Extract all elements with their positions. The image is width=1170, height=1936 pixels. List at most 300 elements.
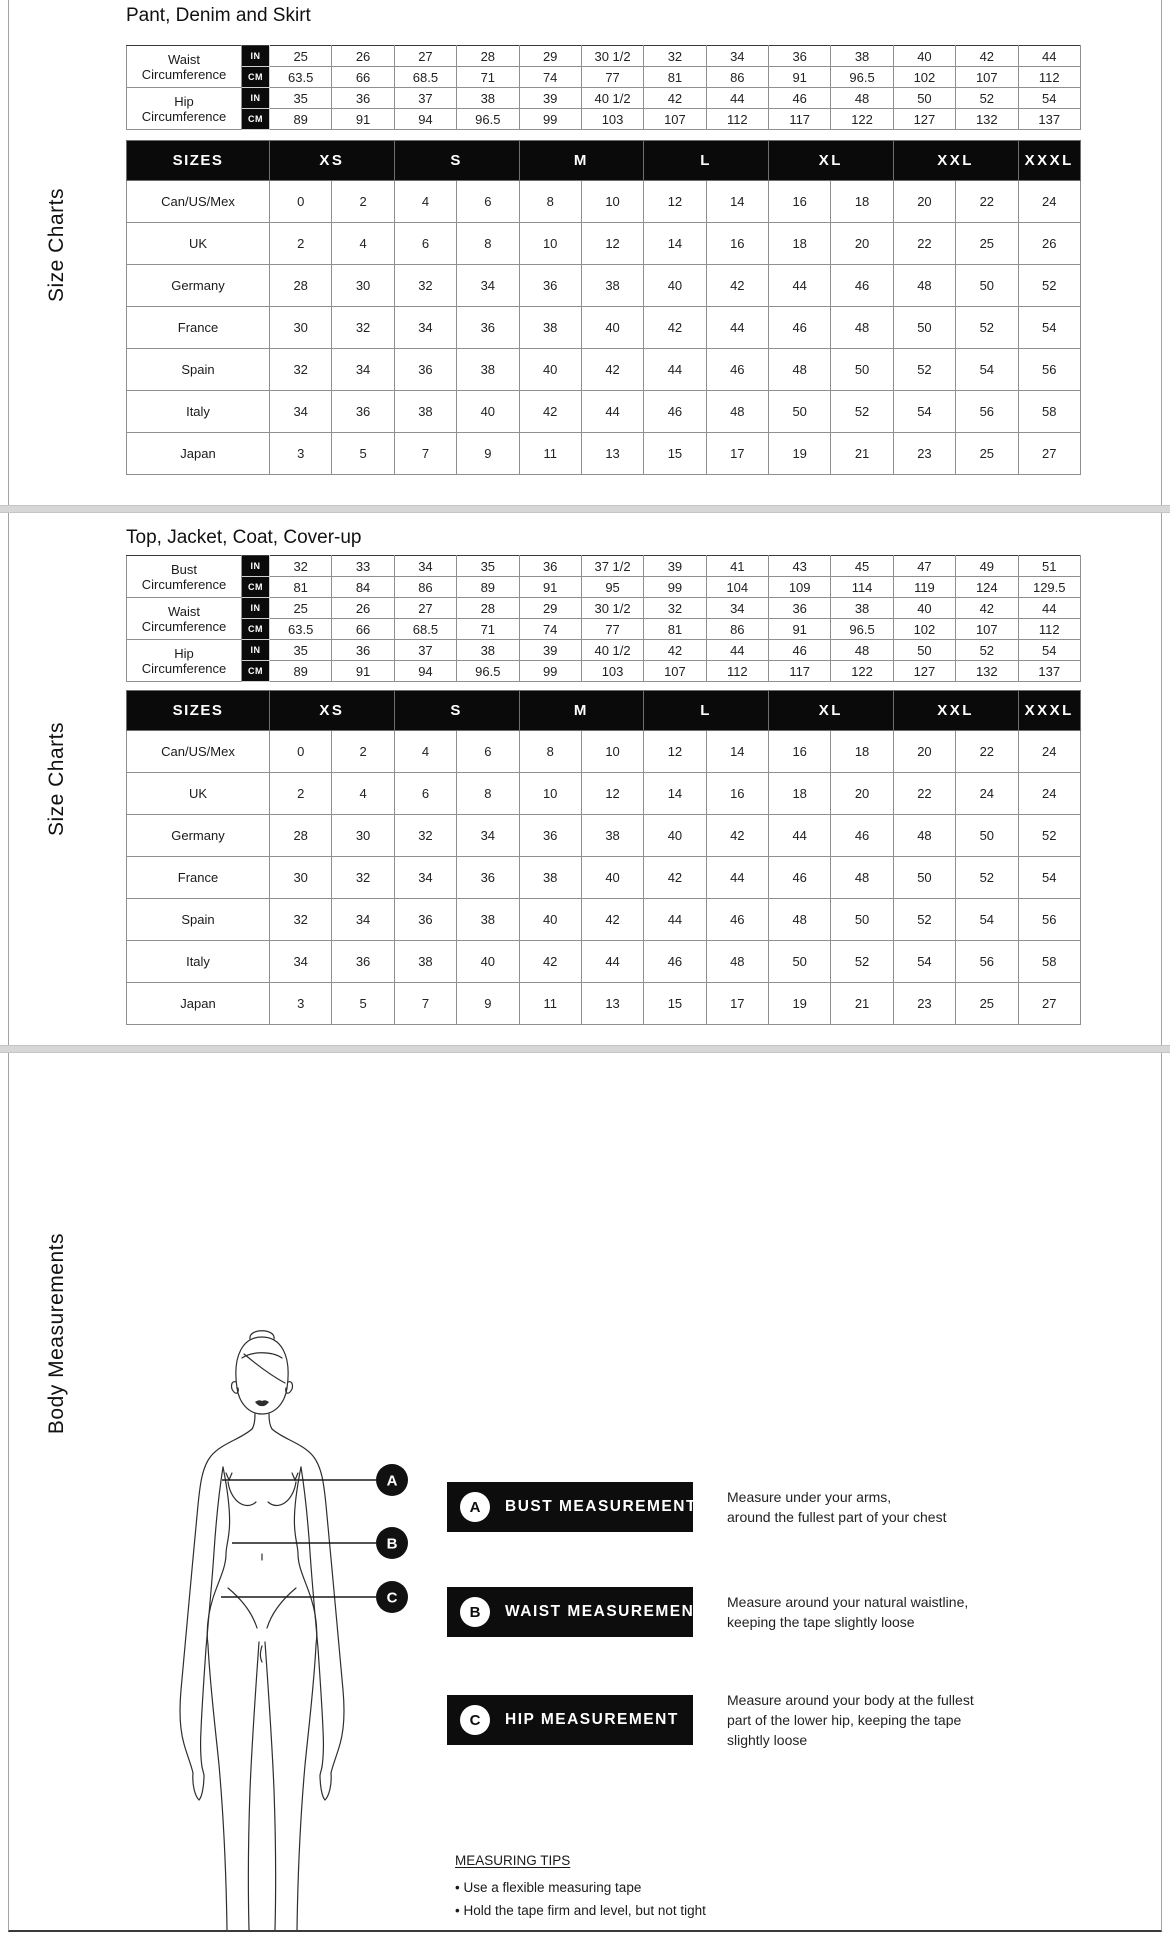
size-value-cell: 44 — [581, 941, 643, 983]
pant-sizes-table — [126, 140, 1081, 475]
size-value-cell: 52 — [893, 349, 955, 391]
measurement-value-cell: 96.5 — [831, 619, 893, 640]
size-value-cell: 6 — [394, 773, 456, 815]
size-value-cell: 2 — [270, 223, 332, 265]
size-value-cell: 42 — [519, 391, 581, 433]
size-value-cell: 8 — [519, 731, 581, 773]
size-value-cell: 28 — [270, 265, 332, 307]
measuring-tips — [455, 1853, 706, 1922]
side-label-body-measurements: Body Measurements — [45, 1233, 68, 1435]
size-value-cell: 16 — [769, 181, 831, 223]
size-value-cell: 52 — [1018, 265, 1081, 307]
size-value-cell: 5 — [332, 983, 394, 1025]
size-value-cell: 36 — [332, 391, 394, 433]
size-value-cell: 46 — [706, 349, 768, 391]
measurement-value-cell: 89 — [457, 577, 519, 598]
size-value-cell: 23 — [893, 433, 955, 475]
size-value-cell: 9 — [457, 983, 519, 1025]
measurement-value-cell: 32 — [270, 556, 332, 577]
unit-badge-cm: CM — [242, 619, 270, 640]
measurement-value-cell: 112 — [706, 661, 768, 682]
measurement-value-cell: 34 — [706, 46, 768, 67]
size-value-cell: 38 — [394, 391, 456, 433]
region-label: Spain — [127, 349, 270, 391]
size-value-cell: 54 — [956, 899, 1018, 941]
size-value-cell: 4 — [394, 181, 456, 223]
measurement-value-cell: 137 — [1018, 661, 1081, 682]
measurement-value-cell: 34 — [394, 556, 456, 577]
size-value-cell: 52 — [831, 941, 893, 983]
size-value-cell: 11 — [519, 983, 581, 1025]
size-value-cell: 54 — [893, 941, 955, 983]
measurement-row-label — [127, 46, 242, 88]
size-value-cell: 26 — [1018, 223, 1081, 265]
top-measurement-table — [126, 555, 1081, 682]
hip-measurement-bar — [447, 1695, 693, 1745]
size-group-header: XL — [769, 141, 894, 181]
size-value-cell: 30 — [332, 815, 394, 857]
measurement-value-cell: 89 — [270, 109, 332, 130]
measurement-value-cell: 112 — [1018, 619, 1081, 640]
measurement-value-cell: 36 — [519, 556, 581, 577]
size-value-cell: 4 — [332, 223, 394, 265]
size-value-cell: 58 — [1018, 941, 1081, 983]
region-label: UK — [127, 773, 270, 815]
measurement-row — [127, 88, 1081, 109]
size-value-cell: 14 — [644, 773, 706, 815]
size-value-cell: 34 — [394, 857, 456, 899]
measurement-value-cell: 91 — [332, 109, 394, 130]
measurement-value-cell: 39 — [519, 88, 581, 109]
size-value-cell: 48 — [893, 265, 955, 307]
size-value-cell: 16 — [769, 731, 831, 773]
sizes-row — [127, 349, 1081, 391]
measurement-value-cell: 112 — [706, 109, 768, 130]
sizes-header-row — [127, 691, 1081, 731]
measurement-label-line: Hip — [174, 645, 194, 661]
measurement-value-cell: 63.5 — [270, 619, 332, 640]
size-value-cell: 25 — [956, 983, 1018, 1025]
size-value-cell: 50 — [956, 265, 1018, 307]
size-value-cell: 36 — [332, 941, 394, 983]
size-value-cell: 50 — [831, 899, 893, 941]
measurement-value-cell: 35 — [457, 556, 519, 577]
description-line: around the fullest part of your chest — [727, 1509, 947, 1525]
size-value-cell: 34 — [270, 391, 332, 433]
size-value-cell: 32 — [332, 307, 394, 349]
measurement-value-cell: 103 — [581, 109, 643, 130]
measurement-label-line: Waist — [167, 51, 201, 67]
size-value-cell: 40 — [581, 857, 643, 899]
bust-measurement-row — [447, 1482, 946, 1532]
size-value-cell: 24 — [956, 773, 1018, 815]
tip-item — [455, 1876, 706, 1899]
measurement-value-cell: 71 — [457, 619, 519, 640]
measurement-guide-lines — [221, 1480, 376, 1597]
sizes-row — [127, 181, 1081, 223]
size-value-cell: 6 — [394, 223, 456, 265]
description-line: Measure around your body at the fullest — [727, 1692, 974, 1708]
size-value-cell: 46 — [644, 391, 706, 433]
side-label-size-charts: Size Charts — [45, 722, 68, 837]
size-value-cell: 18 — [831, 181, 893, 223]
sizes-row — [127, 433, 1081, 475]
measurement-value-cell: 32 — [644, 46, 706, 67]
waist-measurement-bar — [447, 1587, 706, 1637]
size-value-cell: 50 — [831, 349, 893, 391]
region-label: Germany — [127, 265, 270, 307]
size-value-cell: 46 — [769, 857, 831, 899]
size-value-cell: 54 — [893, 391, 955, 433]
unit-badge-cm: CM — [242, 109, 270, 130]
region-label: Japan — [127, 433, 270, 475]
size-value-cell: 50 — [893, 307, 955, 349]
description-line: Measure under your arms, — [727, 1489, 892, 1505]
measurement-value-cell: 99 — [519, 661, 581, 682]
unit-badge-in: IN — [242, 556, 270, 577]
size-value-cell: 0 — [270, 731, 332, 773]
region-label: France — [127, 307, 270, 349]
size-value-cell: 38 — [581, 815, 643, 857]
measurement-value-cell: 40 — [893, 46, 955, 67]
measurement-value-cell: 26 — [332, 598, 394, 619]
side-label-size-charts: Size Charts — [45, 188, 68, 303]
size-value-cell: 32 — [394, 265, 456, 307]
size-value-cell: 2 — [332, 181, 394, 223]
size-value-cell: 14 — [706, 731, 768, 773]
measurement-value-cell: 38 — [831, 598, 893, 619]
size-value-cell: 36 — [457, 307, 519, 349]
region-label: Germany — [127, 815, 270, 857]
size-value-cell: 12 — [581, 223, 643, 265]
measurement-value-cell: 28 — [457, 598, 519, 619]
measurement-value-cell: 32 — [644, 598, 706, 619]
region-label: Italy — [127, 941, 270, 983]
sizes-row — [127, 941, 1081, 983]
size-value-cell: 30 — [270, 307, 332, 349]
measurement-value-cell: 44 — [1018, 46, 1081, 67]
section-top-jacket-coat — [8, 513, 1162, 1045]
size-value-cell: 58 — [1018, 391, 1081, 433]
measurement-value-cell: 38 — [457, 88, 519, 109]
size-value-cell: 38 — [457, 349, 519, 391]
measurement-value-cell: 42 — [956, 46, 1018, 67]
measurement-value-cell: 29 — [519, 46, 581, 67]
measurement-value-cell: 49 — [956, 556, 1018, 577]
size-value-cell: 0 — [270, 181, 332, 223]
measurement-value-cell: 37 — [394, 88, 456, 109]
measurement-value-cell: 38 — [457, 640, 519, 661]
size-group-header: M — [519, 141, 644, 181]
size-value-cell: 20 — [831, 773, 893, 815]
measurement-value-cell: 74 — [519, 67, 581, 88]
hip-measurement-description — [727, 1690, 974, 1750]
size-value-cell: 36 — [394, 899, 456, 941]
sizes-row — [127, 983, 1081, 1025]
size-value-cell: 34 — [332, 349, 394, 391]
size-value-cell: 17 — [706, 433, 768, 475]
region-label: UK — [127, 223, 270, 265]
size-value-cell: 7 — [394, 433, 456, 475]
size-value-cell: 44 — [769, 265, 831, 307]
sizes-row — [127, 899, 1081, 941]
size-value-cell: 12 — [644, 181, 706, 223]
size-value-cell: 38 — [581, 265, 643, 307]
sizes-header-row — [127, 141, 1081, 181]
size-value-cell: 19 — [769, 433, 831, 475]
sizes-row — [127, 265, 1081, 307]
size-value-cell: 54 — [1018, 307, 1081, 349]
size-value-cell: 2 — [270, 773, 332, 815]
measurement-value-cell: 122 — [831, 661, 893, 682]
measurement-label-line: Circumference — [141, 108, 227, 124]
unit-badge-in: IN — [242, 88, 270, 109]
measurement-value-cell: 94 — [394, 661, 456, 682]
size-group-header: XXL — [893, 691, 1018, 731]
measurement-value-cell: 107 — [644, 109, 706, 130]
size-value-cell: 44 — [644, 899, 706, 941]
measurement-value-cell: 96.5 — [831, 67, 893, 88]
measurement-value-cell: 117 — [769, 109, 831, 130]
size-value-cell: 34 — [270, 941, 332, 983]
measurement-value-cell: 26 — [332, 46, 394, 67]
measurement-value-cell: 25 — [270, 598, 332, 619]
size-value-cell: 4 — [332, 773, 394, 815]
measurement-value-cell: 77 — [581, 67, 643, 88]
measurement-value-cell: 44 — [706, 640, 768, 661]
measurement-value-cell: 84 — [332, 577, 394, 598]
size-value-cell: 42 — [581, 349, 643, 391]
measurement-value-cell: 39 — [519, 640, 581, 661]
size-value-cell: 20 — [893, 731, 955, 773]
measurement-value-cell: 102 — [893, 619, 955, 640]
measurement-value-cell: 43 — [769, 556, 831, 577]
measurement-label-line: Circumference — [141, 660, 227, 676]
measurement-row — [127, 46, 1081, 67]
size-value-cell: 15 — [644, 983, 706, 1025]
measurement-value-cell: 91 — [769, 619, 831, 640]
size-group-header: XL — [769, 691, 894, 731]
measurement-value-cell: 35 — [270, 640, 332, 661]
size-value-cell: 40 — [644, 265, 706, 307]
size-value-cell: 36 — [519, 265, 581, 307]
size-group-header: M — [519, 691, 644, 731]
size-value-cell: 48 — [706, 391, 768, 433]
measurement-value-cell: 30 1/2 — [581, 46, 643, 67]
measurement-row — [127, 67, 1081, 88]
size-value-cell: 38 — [457, 899, 519, 941]
measurement-value-cell: 33 — [332, 556, 394, 577]
size-value-cell: 24 — [1018, 181, 1081, 223]
figure-outline — [180, 1331, 344, 1930]
measurement-value-cell: 91 — [519, 577, 581, 598]
unit-badge-cm: CM — [242, 67, 270, 88]
tip-text: Hold the tape firm and level, but not tight — [463, 1903, 706, 1918]
size-group-header: XXL — [893, 141, 1018, 181]
bust-measurement-description — [727, 1487, 946, 1527]
measurement-value-cell: 77 — [581, 619, 643, 640]
size-value-cell: 16 — [706, 223, 768, 265]
sizes-row — [127, 223, 1081, 265]
measurement-value-cell: 46 — [769, 640, 831, 661]
description-line: Measure around your natural waistline, — [727, 1594, 969, 1610]
size-value-cell: 56 — [1018, 349, 1081, 391]
measurement-value-cell: 91 — [332, 661, 394, 682]
measurement-value-cell: 129.5 — [1018, 577, 1081, 598]
sizes-corner-cell: SIZES — [127, 691, 270, 731]
measurement-value-cell: 127 — [893, 661, 955, 682]
measurement-value-cell: 99 — [644, 577, 706, 598]
size-value-cell: 44 — [644, 349, 706, 391]
size-value-cell: 42 — [644, 857, 706, 899]
size-value-cell: 24 — [1018, 773, 1081, 815]
bust-measurement-title: BUST MEASUREMENT — [505, 1498, 697, 1515]
size-value-cell: 48 — [706, 941, 768, 983]
size-value-cell: 20 — [831, 223, 893, 265]
size-group-header: S — [394, 141, 519, 181]
description-line: part of the lower hip, keeping the tape — [727, 1712, 962, 1728]
measurement-row — [127, 661, 1081, 682]
region-label: Can/US/Mex — [127, 731, 270, 773]
size-value-cell: 8 — [519, 181, 581, 223]
size-value-cell: 14 — [644, 223, 706, 265]
size-value-cell: 12 — [581, 773, 643, 815]
measurement-value-cell: 99 — [519, 109, 581, 130]
hip-measurement-row — [447, 1690, 974, 1750]
size-value-cell: 48 — [831, 857, 893, 899]
measurement-row-label — [127, 640, 242, 682]
measurement-row-label — [127, 88, 242, 130]
measurement-value-cell: 54 — [1018, 88, 1081, 109]
body-figure-illustration — [144, 1330, 424, 1930]
measurement-value-cell: 27 — [394, 598, 456, 619]
sizes-row — [127, 773, 1081, 815]
sizes-corner-cell: SIZES — [127, 141, 270, 181]
size-value-cell: 40 — [519, 899, 581, 941]
size-value-cell: 52 — [1018, 815, 1081, 857]
size-value-cell: 40 — [457, 391, 519, 433]
size-value-cell: 22 — [956, 181, 1018, 223]
measurement-label-line: Circumference — [141, 618, 227, 634]
size-value-cell: 24 — [1018, 731, 1081, 773]
measurement-value-cell: 86 — [706, 619, 768, 640]
measurement-value-cell: 36 — [332, 88, 394, 109]
size-value-cell: 36 — [457, 857, 519, 899]
measurement-value-cell: 107 — [644, 661, 706, 682]
size-value-cell: 8 — [457, 223, 519, 265]
bust-measurement-bar — [447, 1482, 697, 1532]
measurement-value-cell: 86 — [706, 67, 768, 88]
size-value-cell: 34 — [394, 307, 456, 349]
top-section-title: Top, Jacket, Coat, Cover-up — [126, 527, 362, 548]
section-pant-denim-skirt — [8, 0, 1162, 505]
size-value-cell: 38 — [394, 941, 456, 983]
measurement-value-cell: 91 — [769, 67, 831, 88]
measurement-value-cell: 25 — [270, 46, 332, 67]
size-value-cell: 44 — [769, 815, 831, 857]
size-value-cell: 54 — [956, 349, 1018, 391]
pant-measurement-table — [126, 45, 1081, 130]
size-value-cell: 11 — [519, 433, 581, 475]
size-value-cell: 10 — [519, 223, 581, 265]
region-label: France — [127, 857, 270, 899]
unit-badge-in: IN — [242, 46, 270, 67]
size-group-header: XS — [270, 691, 395, 731]
measurement-value-cell: 66 — [332, 619, 394, 640]
measurement-value-cell: 71 — [457, 67, 519, 88]
size-value-cell: 3 — [270, 983, 332, 1025]
sizes-row — [127, 731, 1081, 773]
measurement-value-cell: 38 — [831, 46, 893, 67]
size-value-cell: 27 — [1018, 983, 1081, 1025]
size-value-cell: 10 — [519, 773, 581, 815]
sizes-row — [127, 857, 1081, 899]
size-value-cell: 13 — [581, 983, 643, 1025]
measurement-row-label — [127, 556, 242, 598]
measurement-value-cell: 63.5 — [270, 67, 332, 88]
size-value-cell: 40 — [644, 815, 706, 857]
sizes-row — [127, 307, 1081, 349]
measurement-row — [127, 556, 1081, 577]
size-value-cell: 34 — [457, 815, 519, 857]
size-value-cell: 50 — [769, 941, 831, 983]
measurement-value-cell: 27 — [394, 46, 456, 67]
size-value-cell: 6 — [457, 181, 519, 223]
measurement-value-cell: 45 — [831, 556, 893, 577]
size-value-cell: 40 — [457, 941, 519, 983]
measurement-value-cell: 40 1/2 — [581, 640, 643, 661]
size-value-cell: 8 — [457, 773, 519, 815]
size-value-cell: 32 — [332, 857, 394, 899]
measurement-label-line: Hip — [174, 93, 194, 109]
size-value-cell: 56 — [1018, 899, 1081, 941]
size-value-cell: 40 — [519, 349, 581, 391]
unit-badge-in: IN — [242, 598, 270, 619]
size-value-cell: 46 — [644, 941, 706, 983]
sizes-row — [127, 815, 1081, 857]
size-value-cell: 20 — [893, 181, 955, 223]
measurement-value-cell: 50 — [893, 88, 955, 109]
measurement-value-cell: 41 — [706, 556, 768, 577]
unit-badge-in: IN — [242, 640, 270, 661]
measurement-value-cell: 48 — [831, 640, 893, 661]
measurement-value-cell: 132 — [956, 661, 1018, 682]
size-value-cell: 34 — [332, 899, 394, 941]
measurement-value-cell: 96.5 — [457, 109, 519, 130]
top-sizes-table — [126, 690, 1081, 1025]
size-value-cell: 52 — [956, 857, 1018, 899]
size-value-cell: 56 — [956, 391, 1018, 433]
pant-section-title: Pant, Denim and Skirt — [126, 5, 311, 26]
measurement-value-cell: 117 — [769, 661, 831, 682]
size-value-cell: 42 — [706, 815, 768, 857]
measurement-value-cell: 81 — [644, 67, 706, 88]
size-value-cell: 40 — [581, 307, 643, 349]
size-value-cell: 7 — [394, 983, 456, 1025]
size-value-cell: 36 — [519, 815, 581, 857]
size-value-cell: 52 — [831, 391, 893, 433]
measurement-value-cell: 36 — [769, 46, 831, 67]
size-group-header: XXXL — [1018, 141, 1081, 181]
measurement-value-cell: 81 — [644, 619, 706, 640]
measurement-value-cell: 44 — [706, 88, 768, 109]
region-label: Can/US/Mex — [127, 181, 270, 223]
tip-item — [455, 1899, 706, 1922]
measurement-value-cell: 37 — [394, 640, 456, 661]
unit-badge-cm: CM — [242, 577, 270, 598]
measurement-value-cell: 94 — [394, 109, 456, 130]
measurement-value-cell: 66 — [332, 67, 394, 88]
